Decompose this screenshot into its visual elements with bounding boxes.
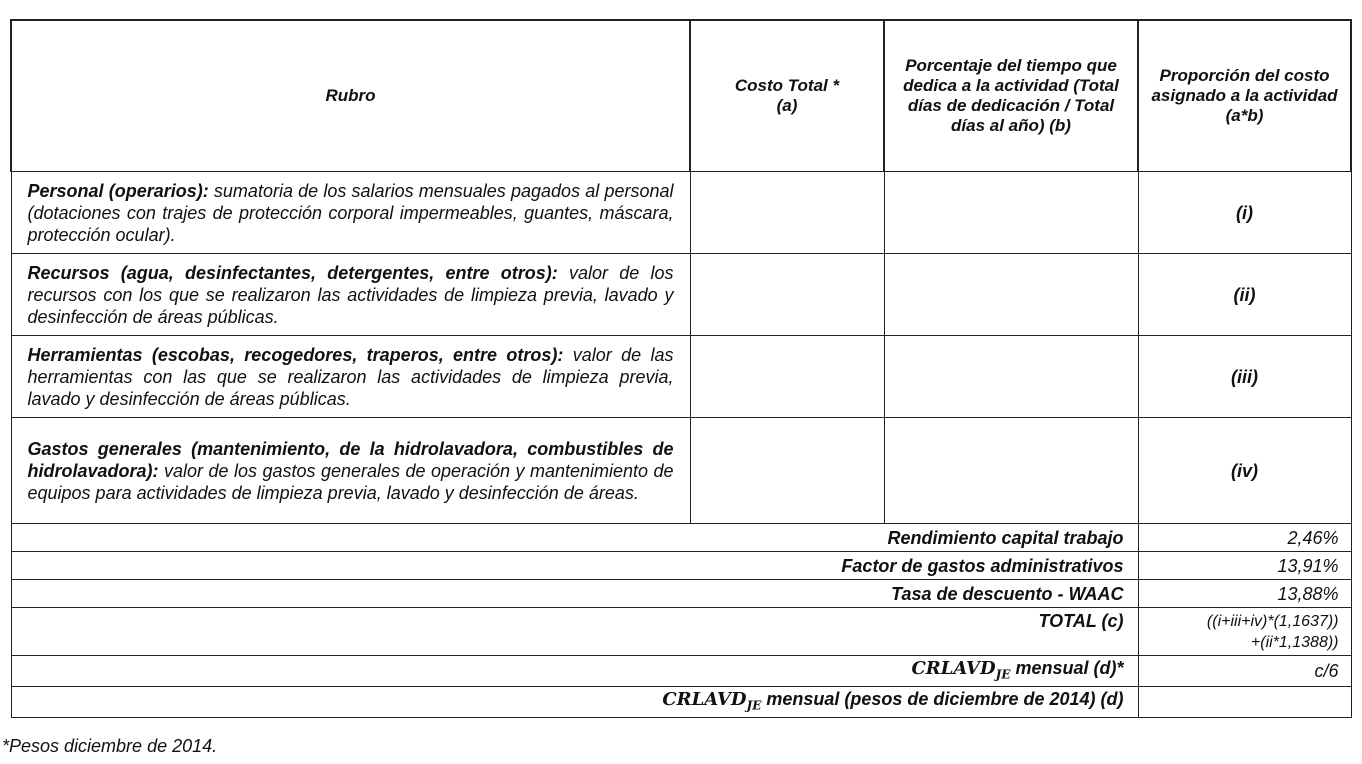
costo-cell	[690, 336, 884, 418]
costo-cell	[690, 254, 884, 336]
costo-cell	[690, 172, 884, 254]
header-proporcion: Proporción del costo asignado a la actividad (a*b)	[1138, 20, 1351, 172]
rubro-cell: Herramientas (escobas, recogedores, traperos, entre otros): valor de las herramientas con las que se realizaron las actividades de limpieza previa, lavado y desinfección de áreas públicas.	[11, 336, 690, 418]
total-value: ((i+iii+iv)*(1,1637)) +(ii*1,1388))	[1138, 608, 1351, 656]
rendimiento-value: 2,46%	[1138, 524, 1351, 552]
factor-label: Factor de gastos administrativos	[11, 552, 1138, 580]
crlavd-mensual-value: c/6	[1138, 656, 1351, 687]
costo-cell	[690, 418, 884, 524]
table-row-personal	[11, 172, 1351, 254]
header-rubro: Rubro	[11, 20, 690, 172]
header-porcentaje: Porcentaje del tiempo que dedica a la actividad (Total días de dedicación / Total días al año) (b)	[884, 20, 1138, 172]
porcentaje-cell	[884, 254, 1138, 336]
proporcion-cell: (iv)	[1138, 418, 1351, 524]
rendimiento-row	[11, 524, 1351, 552]
factor-value: 13,91%	[1138, 552, 1351, 580]
proporcion-cell: (i)	[1138, 172, 1351, 254]
crlavd-pesos-label: $CRLAVD_{JE}$ mensual (pesos de diciembre de 2014) (d)	[11, 687, 1138, 718]
rendimiento-label: Rendimiento capital trabajo	[11, 524, 1138, 552]
header-row	[11, 20, 1351, 172]
total-row	[11, 608, 1351, 656]
table-row-gastos-generales	[11, 418, 1351, 524]
porcentaje-cell	[884, 418, 1138, 524]
tasa-label: Tasa de descuento - WAAC	[11, 580, 1138, 608]
porcentaje-cell	[884, 336, 1138, 418]
crlavd-pesos-row	[11, 687, 1351, 718]
rubro-cell: Gastos generales (mantenimiento, de la hidrolavadora, combustibles de hidrolavadora): valor de los gastos generales de operación y mantenimiento de equipos para actividades de limpieza previa, lavado y desinfección de áreas.	[11, 418, 690, 524]
crlavd-pesos-value	[1138, 687, 1351, 718]
factor-row	[11, 552, 1351, 580]
rubro-cell: Recursos (agua, desinfectantes, detergentes, entre otros): valor de los recursos con los que se realizaron las actividades de limpieza previa, lavado y desinfección de áreas públicas.	[11, 254, 690, 336]
cost-table	[10, 19, 1352, 718]
total-label: TOTAL (c)	[11, 608, 1138, 656]
header-costo-total: Costo Total * (a)	[690, 20, 884, 172]
rubro-cell: Personal (operarios): sumatoria de los salarios mensuales pagados al personal (dotaciones con trajes de protección corporal impermeables, guantes, máscara, protección ocular).	[11, 172, 690, 254]
crlavd-mensual-label: $CRLAVD_{JE}$ mensual (d)*	[11, 656, 1138, 687]
porcentaje-cell	[884, 172, 1138, 254]
proporcion-cell: (ii)	[1138, 254, 1351, 336]
tasa-value: 13,88%	[1138, 580, 1351, 608]
table-row-recursos	[11, 254, 1351, 336]
table-row-herramientas	[11, 336, 1351, 418]
crlavd-mensual-row	[11, 656, 1351, 687]
footnote: *Pesos diciembre de 2014.	[2, 736, 218, 756]
proporcion-cell: (iii)	[1138, 336, 1351, 418]
tasa-row	[11, 580, 1351, 608]
